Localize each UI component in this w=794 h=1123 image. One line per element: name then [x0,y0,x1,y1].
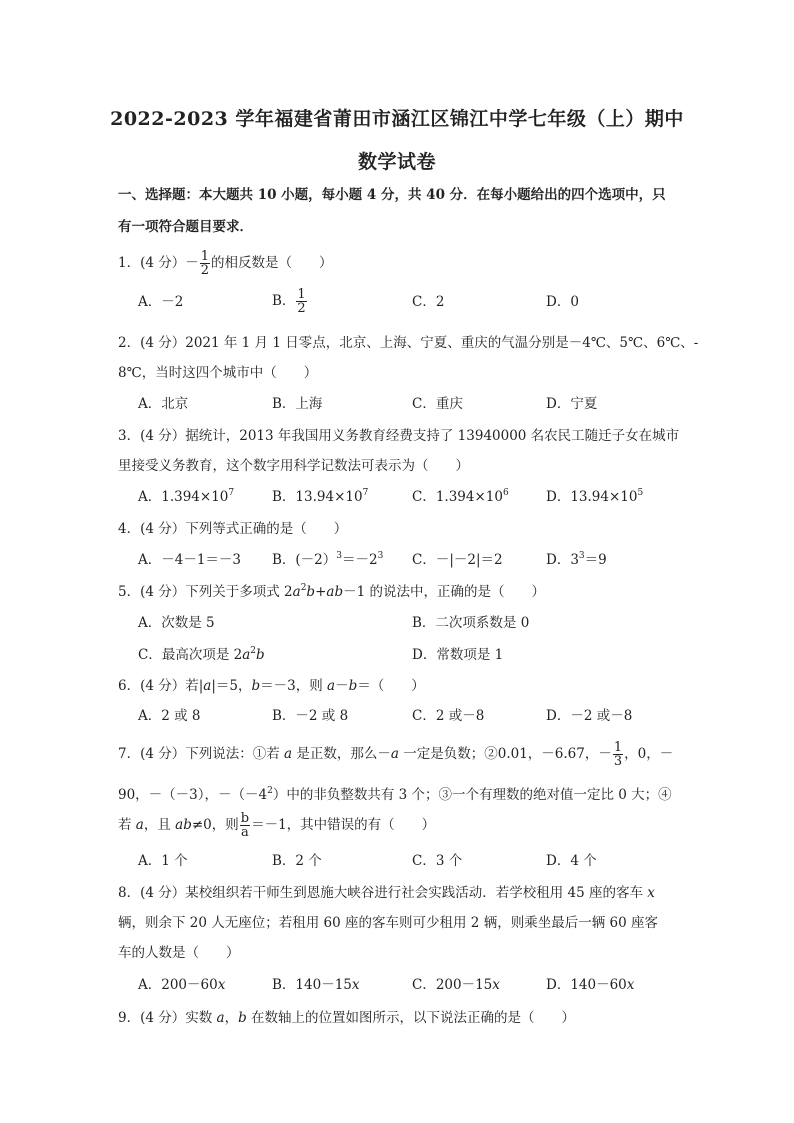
section-heading-line2: 有一项符合题目要求． [118,219,253,235]
question-3-stem-line2: 里接受义务教育，这个数字用科学记数法可表示为（ ） [118,458,469,474]
question-1-option-b: B． $\frac{1}{2}$ [272,287,306,316]
question-7-stem-line1: 7．(4 分）下列说法：①若 a 是正数，那么－a 一定是负数；②0.01，－6.67，－ $\frac{1}{3}$ ，0，－ [118,740,674,769]
question-3-option-b: B．$13.94\times 10^7$ [272,488,369,505]
question-1-option-c: C．2 [412,294,445,310]
question-8-stem-line3: 车的人数是（ ） [118,945,240,961]
question-6-option-c: C．2 或－8 [412,708,485,724]
fraction: $\frac{1}{2}$ [297,287,306,316]
question-4-option-a: A．－4－1＝－3 [138,552,242,568]
question-8-option-d: D．140－60x [546,977,635,993]
question-3-stem-line1: 3．(4 分）据统计，2013 年我国用义务教育经费支持了 13940000 名农民工随迁子女在城市 [118,428,680,444]
exam-title-line2: 数学试卷 [357,151,436,173]
question-4-option-d: D．$3^3=9$ [546,551,607,568]
question-3-option-d: D．$13.94\times 10^5$ [546,488,644,505]
question-4-stem: 4．(4 分）下列等式正确的是（ ） [118,521,348,537]
exam-title-line1: 2022-2023 学年福建省莆田市涵江区锦江中学七年级（上）期中 [110,108,684,130]
question-5-option-c: C．最高次项是 $2a^2b$ [138,646,265,663]
question-2-option-d: D．宁夏 [546,396,598,412]
question-7-option-c: C．3 个 [412,853,463,869]
question-7-stem-line3: 若 a，且 ab≠0，则 $\frac{b}{a}$ ＝－1，其中错误的有（ ） [118,811,436,840]
question-6-option-a: A．2 或 8 [138,708,201,724]
question-5-stem: 5．(4 分）下列关于多项式 $2a^2b+ab-1$ 的说法中，正确的是（ ） [118,583,545,600]
question-5-option-d: D．常数项是 1 [412,647,504,663]
question-4-option-b: B．$(-2)^3=-2^3$ [272,551,384,568]
question-8-option-b: B．140－15x [272,977,360,993]
question-2-option-c: C．重庆 [412,396,463,412]
question-7-option-a: A．1 个 [138,853,188,869]
question-1-option-d: D．0 [546,294,579,310]
question-2-option-b: B．上海 [272,396,323,412]
question-9-stem: 9．(4 分）实数 a，b 在数轴上的位置如图所示，以下说法正确的是（ ） [118,1010,576,1026]
question-7-stem-line2: 90，－（－3），$-(-4^2)$中的非负整数共有 3 个；③一个有理数的绝对值一定比 0 大；④ [118,786,672,803]
question-3-option-c: C．$1.394\times 10^6$ [412,488,509,505]
fraction: $\frac{1}{3}$ [613,740,623,769]
question-6-stem: 6．(4 分）若|a|＝5，b＝－3，则 a－b＝（ ） [118,678,425,694]
question-8-option-c: C．200－15x [412,977,500,993]
question-7-option-d: D．4 个 [546,853,597,869]
question-8-stem-line2: 辆，则余下 20 人无座位；若租用 60 座的客车则可少租用 2 辆，则乘坐最后一辆 60 座客 [118,915,658,931]
question-8-option-a: A．200－60x [138,977,226,993]
question-5-option-a: A．次数是 5 [138,615,215,631]
question-2-option-a: A．北京 [138,396,189,412]
question-6-option-d: D．－2 或－8 [546,708,633,724]
question-3-option-a: A．$1.394\times 10^7$ [138,488,235,505]
question-1-option-a: A．－2 [138,294,184,310]
question-8-stem-line1: 8．(4 分）某校组织若干师生到恩施大峡谷进行社会实践活动．若学校租用 45 座的客车 x [118,885,655,901]
question-6-option-b: B．－2 或 8 [272,708,349,724]
question-5-option-b: B．二次项系数是 0 [412,615,530,631]
question-7-option-b: B．2 个 [272,853,322,869]
question-2-stem-line2: 8℃，当时这四个城市中（ ） [118,365,318,381]
fraction: $\frac{b}{a}$ [240,811,250,840]
fraction: $\frac{1}{2}$ [200,249,210,278]
section-heading-line1: 一、选择题：本大题共 10 小题，每小题 4 分，共 40 分．在每小题给出的四个选项中，只 [118,187,666,203]
question-4-option-c: C．－|－2|＝2 [412,552,503,568]
question-2-stem-line1: 2．(4 分）2021 年 1 月 1 日零点，北京、上海、宁夏、重庆的气温分别是－4℃、5℃、6℃、- [118,335,699,351]
question-1-stem: 1．(4 分）－ $\frac{1}{2}$ 的相反数是（ ） [118,249,333,278]
